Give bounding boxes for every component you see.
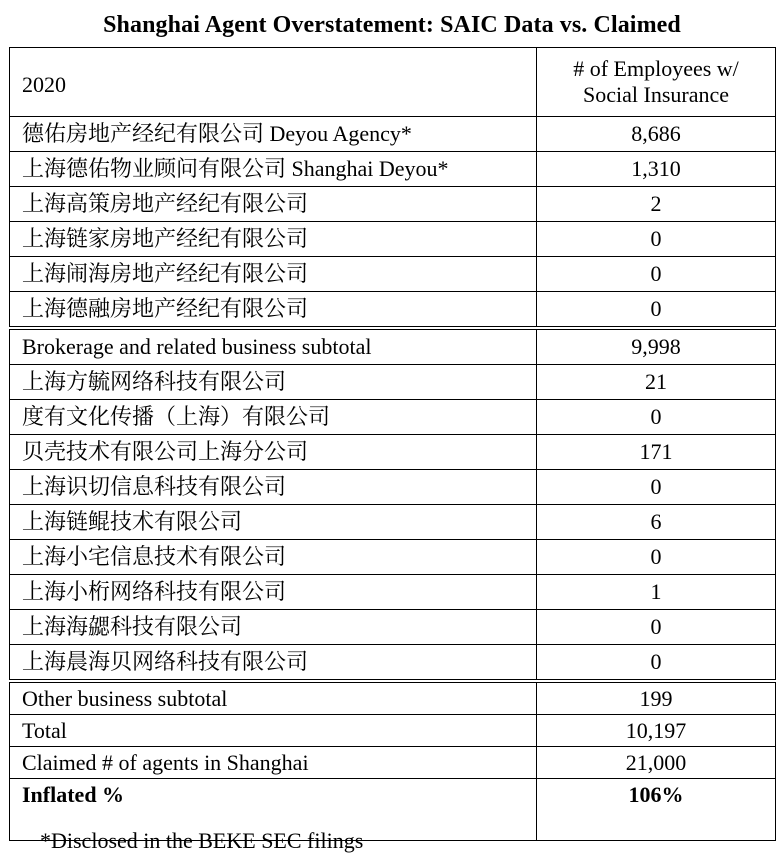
row-name: 上海高策房地产经纪有限公司 xyxy=(10,187,537,222)
header-employees-column xyxy=(537,48,776,117)
table-row xyxy=(10,645,776,682)
table-row xyxy=(10,470,776,505)
row-name: 上海晨海贝网络科技有限公司 xyxy=(10,645,537,682)
row-value: 21,000 xyxy=(537,747,776,779)
row-value: 0 xyxy=(537,645,776,682)
page-title: Shanghai Agent Overstatement: SAIC Data vs. Claimed xyxy=(103,12,681,38)
row-value: 6 xyxy=(537,505,776,540)
row-value: 0 xyxy=(537,257,776,292)
row-value: 0 xyxy=(537,292,776,329)
table-header-row xyxy=(10,48,776,117)
table-row xyxy=(10,292,776,329)
table-row xyxy=(10,435,776,470)
table-row xyxy=(10,540,776,575)
row-value: 171 xyxy=(537,435,776,470)
total-row xyxy=(10,715,776,747)
row-name: 上海链鲲技术有限公司 xyxy=(10,505,537,540)
header-col-line2: Social Insurance xyxy=(583,82,729,107)
row-value: 8,686 xyxy=(537,117,776,152)
table-row xyxy=(10,152,776,187)
row-name: 上海链家房地产经纪有限公司 xyxy=(10,222,537,257)
table-row xyxy=(10,187,776,222)
row-name: 度有文化传播（上海）有限公司 xyxy=(10,400,537,435)
row-name: 德佑房地产经纪有限公司 Deyou Agency* xyxy=(10,117,537,152)
row-name: 上海海勰科技有限公司 xyxy=(10,610,537,645)
row-value: 0 xyxy=(537,610,776,645)
table-row xyxy=(10,222,776,257)
row-value: 199 xyxy=(537,681,776,715)
row-value: 2 xyxy=(537,187,776,222)
header-col-line1: # of Employees w/ xyxy=(573,56,739,81)
table-row xyxy=(10,117,776,152)
row-value: 9,998 xyxy=(537,328,776,365)
subtotal-row xyxy=(10,681,776,715)
header-year: 2020 xyxy=(10,48,537,117)
row-value: 0 xyxy=(537,400,776,435)
row-value: 1,310 xyxy=(537,152,776,187)
table-row xyxy=(10,610,776,645)
row-value: 106% xyxy=(537,779,776,811)
row-name: 上海识切信息科技有限公司 xyxy=(10,470,537,505)
row-name: Total xyxy=(10,715,537,747)
row-name: 上海小桁网络科技有限公司 xyxy=(10,575,537,610)
claimed-row xyxy=(10,747,776,779)
row-name: Inflated % xyxy=(10,779,537,811)
row-name: Other business subtotal xyxy=(10,681,537,715)
row-name: 贝壳技术有限公司上海分公司 xyxy=(10,435,537,470)
row-value: 1 xyxy=(537,575,776,610)
row-name: Claimed # of agents in Shanghai xyxy=(10,747,537,779)
table-row xyxy=(10,505,776,540)
row-name: 上海方毓网络科技有限公司 xyxy=(10,365,537,400)
table-row xyxy=(10,575,776,610)
inflated-row xyxy=(10,779,776,811)
table-row xyxy=(10,257,776,292)
row-value: 21 xyxy=(537,365,776,400)
blank-cell xyxy=(537,810,776,841)
row-value: 10,197 xyxy=(537,715,776,747)
row-name: 上海德佑物业顾问有限公司 Shanghai Deyou* xyxy=(10,152,537,187)
row-name: 上海小宅信息技术有限公司 xyxy=(10,540,537,575)
table-row xyxy=(10,365,776,400)
row-name: 上海闹海房地产经纪有限公司 xyxy=(10,257,537,292)
agent-overstatement-table xyxy=(9,47,776,841)
subtotal-row xyxy=(10,328,776,365)
footnote: *Disclosed in the BEKE SEC filings xyxy=(40,828,364,853)
row-value: 0 xyxy=(537,222,776,257)
row-name: 上海德融房地产经纪有限公司 xyxy=(10,292,537,329)
row-value: 0 xyxy=(537,540,776,575)
row-name: Brokerage and related business subtotal xyxy=(10,328,537,365)
row-value: 0 xyxy=(537,470,776,505)
table-row xyxy=(10,400,776,435)
